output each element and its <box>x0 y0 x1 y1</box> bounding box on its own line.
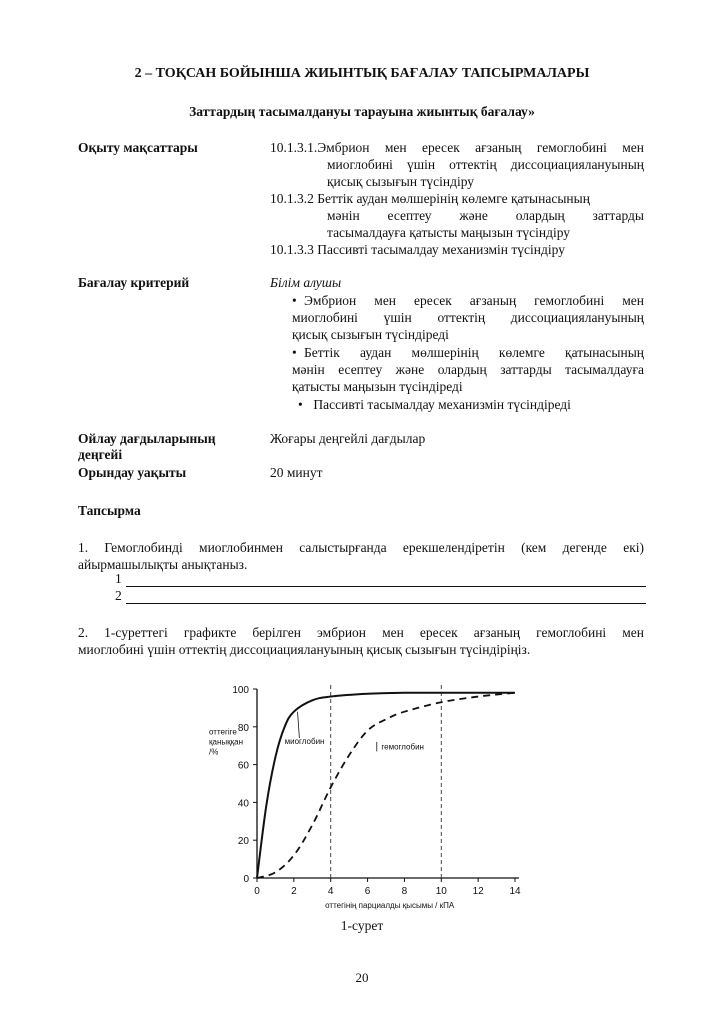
answer-underline[interactable] <box>126 591 646 604</box>
objective-1-line2: миоглобині үшін оттектің диссоциациялануының <box>327 157 644 172</box>
criteria-bullet-3-line1: Пассивті тасымалдау механизмін түсіндіреді <box>313 397 571 412</box>
objective-2-line3: тасымалдауға қатысты маңызын түсіндіру <box>327 225 571 240</box>
y-axis-label: /% <box>209 747 219 757</box>
y-tick-label: 40 <box>237 798 249 810</box>
criteria-bullet-1-line1: Эмбрион мен ересек ағзаның гемоглобині мен <box>304 293 644 308</box>
y-tick-label: 20 <box>237 836 249 848</box>
x-axis-label: оттегінің парциалды қысымы / кПА <box>325 901 455 910</box>
objectives-label: Оқыту мақсаттары <box>78 140 198 155</box>
series-line-1 <box>257 693 515 878</box>
x-tick-label: 0 <box>254 886 260 897</box>
answer-line-2[interactable] <box>115 588 646 604</box>
bullet-icon: • <box>292 345 297 360</box>
criteria-bullet-2-line3: қатысты маңызын түсіндіреді <box>292 379 463 394</box>
criteria-bullet-3 <box>298 396 571 413</box>
x-tick-label: 8 <box>401 886 408 897</box>
objective-2-line2: мәнін есептеу және олардың заттарды <box>327 208 644 223</box>
criteria-label: Бағалау критерий <box>78 275 190 290</box>
x-tick-label: 12 <box>472 886 484 897</box>
y-axis-label: қаныққан <box>209 737 243 747</box>
x-tick-label: 4 <box>327 886 334 897</box>
thinking-label-line1: Ойлау дағдыларының <box>78 431 216 446</box>
criteria-bullet-2-line2: мәнін есептеу және олардың заттарды тасымалдауға <box>292 362 644 377</box>
time-value: 20 минут <box>270 465 323 480</box>
objective-1-line1: 10.1.3.1.Эмбрион мен ересек ағзаның гемоглобині мен <box>270 140 644 155</box>
oxygen-dissociation-chart <box>195 670 535 915</box>
criteria-bullet-1-line3: қисық сызығын түсіндіреді <box>292 327 449 342</box>
answer-line-1[interactable] <box>115 571 646 587</box>
bullet-icon: • <box>298 397 303 412</box>
criteria-bullet-1-line2: миоглобині үшін оттектің диссоциациялануының <box>292 310 644 325</box>
criteria-bullet-1 <box>292 292 644 309</box>
question-1-line2: айырмашылықты анықтаныз. <box>78 557 248 572</box>
x-tick-label: 10 <box>435 886 447 897</box>
series-label-hemoglobin: гемоглобин <box>381 742 424 752</box>
y-tick-label: 0 <box>243 874 249 885</box>
y-tick-label: 80 <box>237 722 249 734</box>
objective-3-line1: 10.1.3.3 Пассивті тасымалдау механизмін түсіндіру <box>270 242 565 257</box>
question-2-line2: миоглобині үшін оттектің диссоциациялануының қисық сызығын түсіндіріңіз. <box>78 642 531 657</box>
y-axis-label: оттегіге <box>209 727 237 737</box>
page-subtitle: Заттардың тасымалдануы тарауына жиынтық бағалау» <box>189 104 535 119</box>
y-tick-label: 60 <box>237 760 249 772</box>
time-label: Орындау уақыты <box>78 465 187 480</box>
x-tick-label: 6 <box>364 886 371 897</box>
page-title: 2 – ТОҚСАН БОЙЫНША ЖИЫНТЫҚ БАҒАЛАУ ТАПСЫРМАЛАРЫ <box>134 66 590 81</box>
criteria-bullet-2 <box>292 344 644 361</box>
answer-number: 1 <box>115 571 122 586</box>
task-heading: Тапсырма <box>78 503 141 518</box>
bullet-icon: • <box>292 293 297 308</box>
figure-caption: 1-сурет <box>340 918 384 933</box>
thinking-label-line2: деңгейі <box>78 447 123 462</box>
answer-number: 2 <box>115 588 122 603</box>
series-line-0 <box>257 693 515 878</box>
objective-1-line3: қисық сызығын түсіндіру <box>327 174 475 189</box>
page-number: 20 <box>355 970 369 985</box>
x-tick-label: 14 <box>509 886 521 897</box>
series-label-myoglobin: миоглобин <box>284 736 325 746</box>
answer-underline[interactable] <box>126 574 646 587</box>
series-pointer-myoglobin <box>298 712 300 738</box>
criteria-intro: Білім алушы <box>270 275 342 290</box>
y-tick-label: 100 <box>232 685 249 696</box>
criteria-bullet-2-line1: Беттік аудан мөлшерінің көлемге қатынасының <box>304 345 644 360</box>
thinking-value: Жоғары деңгейлі дағдылар <box>270 431 426 446</box>
objective-2-line1: 10.1.3.2 Беттік аудан мөлшерінің көлемге қатынасының <box>270 191 590 206</box>
x-tick-label: 2 <box>291 886 297 897</box>
question-1-line1: 1. Гемоглобинді миоглобинмен салыстырғанда ерекшелендіретін (кем дегенде екі) <box>78 540 644 555</box>
question-2-line1: 2. 1-суреттегі графикте берілген эмбрион мен ересек ағзаның гемоглобині мен <box>78 625 644 640</box>
